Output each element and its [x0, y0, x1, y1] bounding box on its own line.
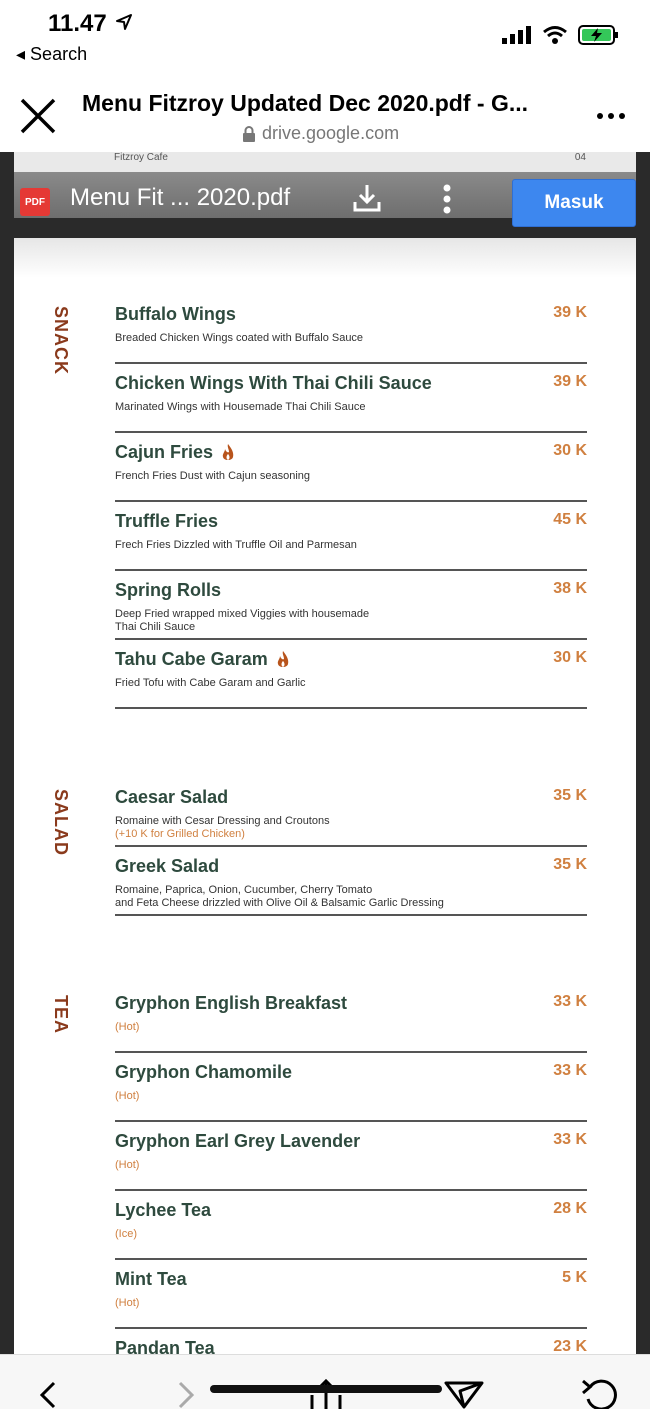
item-price: 39 K — [553, 373, 587, 390]
spicy-chili-icon — [276, 650, 290, 670]
item-price: 38 K — [553, 580, 587, 597]
refresh-icon[interactable] — [580, 1377, 622, 1409]
section-label-snack: SNACK — [51, 306, 71, 376]
item-divider — [115, 500, 587, 502]
item-price: 28 K — [553, 1200, 587, 1217]
item-name: Gryphon English Breakfast — [115, 993, 348, 1013]
page-shadow — [14, 238, 636, 278]
domain-text: drive.google.com — [262, 123, 400, 143]
item-divider — [115, 914, 587, 916]
item-name: Pandan Tea — [115, 1338, 215, 1354]
item-price: 33 K — [553, 1062, 587, 1079]
spicy-chili-icon — [221, 443, 235, 463]
back-to-search[interactable]: ◂ Search — [16, 44, 88, 64]
item-description: French Fries Dust with Cajun seasoning — [115, 470, 311, 482]
item-divider — [115, 707, 587, 709]
status-bar — [0, 0, 650, 70]
menu-page — [14, 238, 636, 1354]
menu-item — [115, 787, 587, 841]
system-icons — [502, 24, 620, 46]
item-price: 35 K — [553, 856, 587, 873]
item-divider — [115, 638, 587, 640]
prev-page-number: 04 — [574, 152, 586, 163]
item-name: Spring Rolls — [115, 580, 222, 600]
prev-page-footer-left: Fitzroy Cafe — [114, 152, 168, 163]
battery-charging-icon — [578, 24, 620, 46]
menu-item — [115, 442, 587, 483]
wifi-icon — [542, 25, 568, 45]
item-note: (Hot) — [115, 1090, 140, 1102]
item-name: Lychee Tea — [115, 1200, 212, 1220]
item-divider — [115, 1189, 587, 1191]
item-divider — [115, 569, 587, 571]
item-price: 23 K — [553, 1338, 587, 1354]
menu-item — [115, 1131, 587, 1172]
menu-item — [115, 1269, 587, 1310]
item-divider — [115, 1120, 587, 1122]
item-description: Fried Tofu with Cabe Garam and Garlic — [115, 677, 306, 689]
page-title: Menu Fitzroy Updated Dec 2020.pdf - G... — [82, 90, 529, 116]
item-name: Caesar Salad — [115, 787, 229, 807]
signal-icon — [502, 26, 532, 44]
item-price: 5 K — [562, 1269, 587, 1286]
menu-item — [115, 580, 587, 634]
item-name: Greek Salad — [115, 856, 220, 876]
menu-item — [115, 649, 587, 690]
item-divider — [115, 1051, 587, 1053]
more-options-icon[interactable] — [596, 112, 626, 120]
menu-item — [115, 993, 587, 1034]
back-arrow-icon[interactable] — [36, 1381, 58, 1409]
menu-item — [115, 1338, 587, 1354]
item-name: Chicken Wings With Thai Chili Sauce — [115, 373, 432, 393]
item-note: (Ice) — [115, 1228, 137, 1240]
menu-item — [115, 856, 587, 910]
item-description: Breaded Chicken Wings coated with Buffalo Sauce — [115, 332, 364, 344]
section-label-tea: TEA — [51, 995, 71, 1034]
item-name: Gryphon Earl Grey Lavender — [115, 1131, 361, 1151]
item-name: Truffle Fries — [115, 511, 219, 531]
location-arrow-icon — [115, 13, 133, 31]
menu-item — [115, 373, 587, 414]
file-name: Menu Fit ... 2020.pdf — [70, 184, 291, 211]
item-price: 30 K — [553, 649, 587, 666]
close-icon[interactable] — [18, 96, 58, 136]
menu-item — [115, 511, 587, 552]
home-indicator[interactable] — [210, 1385, 442, 1393]
kebab-menu-icon[interactable] — [442, 184, 452, 214]
item-price: 33 K — [553, 993, 587, 1010]
item-name: Buffalo Wings — [115, 304, 236, 324]
back-search-label: Search — [30, 44, 88, 64]
item-divider — [115, 431, 587, 433]
item-divider — [115, 845, 587, 847]
status-time: 11.47 — [48, 10, 107, 37]
item-price: 33 K — [553, 1131, 587, 1148]
item-divider — [115, 1258, 587, 1260]
item-name: Mint Tea — [115, 1269, 187, 1289]
item-description: Romaine with Cesar Dressing and Croutons — [115, 815, 330, 827]
pdf-file-icon: PDF — [20, 188, 50, 216]
item-note: (+10 K for Grilled Chicken) — [115, 828, 245, 840]
item-description: Deep Fried wrapped mixed Viggies with housemade Thai Chili Sauce — [115, 608, 370, 633]
item-price: 39 K — [553, 304, 587, 321]
item-price: 45 K — [553, 511, 587, 528]
menu-item — [115, 1200, 587, 1241]
domain-label — [242, 123, 399, 144]
menu-item — [115, 304, 587, 345]
send-icon[interactable] — [444, 1381, 484, 1409]
forward-arrow-icon[interactable] — [176, 1381, 198, 1409]
download-icon[interactable] — [351, 182, 383, 214]
item-name: Tahu Cabe Garam — [115, 649, 587, 670]
item-price: 30 K — [553, 442, 587, 459]
item-name: Cajun Fries — [115, 442, 587, 463]
lock-icon — [242, 126, 256, 142]
item-description: Romaine, Paprica, Onion, Cucumber, Cherry Tomato and Feta Cheese drizzled with Olive Oil & Balsamic Garlic Dressing — [115, 884, 444, 909]
item-divider — [115, 1327, 587, 1329]
pdf-viewer — [0, 152, 650, 1354]
item-divider — [115, 362, 587, 364]
item-price: 35 K — [553, 787, 587, 804]
item-note: (Hot) — [115, 1021, 140, 1033]
section-label-salad: SALAD — [51, 789, 71, 856]
menu-item — [115, 1062, 587, 1103]
item-description: Frech Fries Dizzled with Truffle Oil and Parmesan — [115, 539, 357, 551]
bottom-toolbar — [0, 1354, 650, 1409]
item-description: Marinated Wings with Housemade Thai Chili Sauce — [115, 401, 366, 413]
item-name: Gryphon Chamomile — [115, 1062, 293, 1082]
item-note: (Hot) — [115, 1159, 140, 1171]
sign-in-button[interactable]: Masuk — [512, 179, 636, 227]
item-note: (Hot) — [115, 1297, 140, 1309]
share-icon[interactable] — [306, 1379, 346, 1409]
